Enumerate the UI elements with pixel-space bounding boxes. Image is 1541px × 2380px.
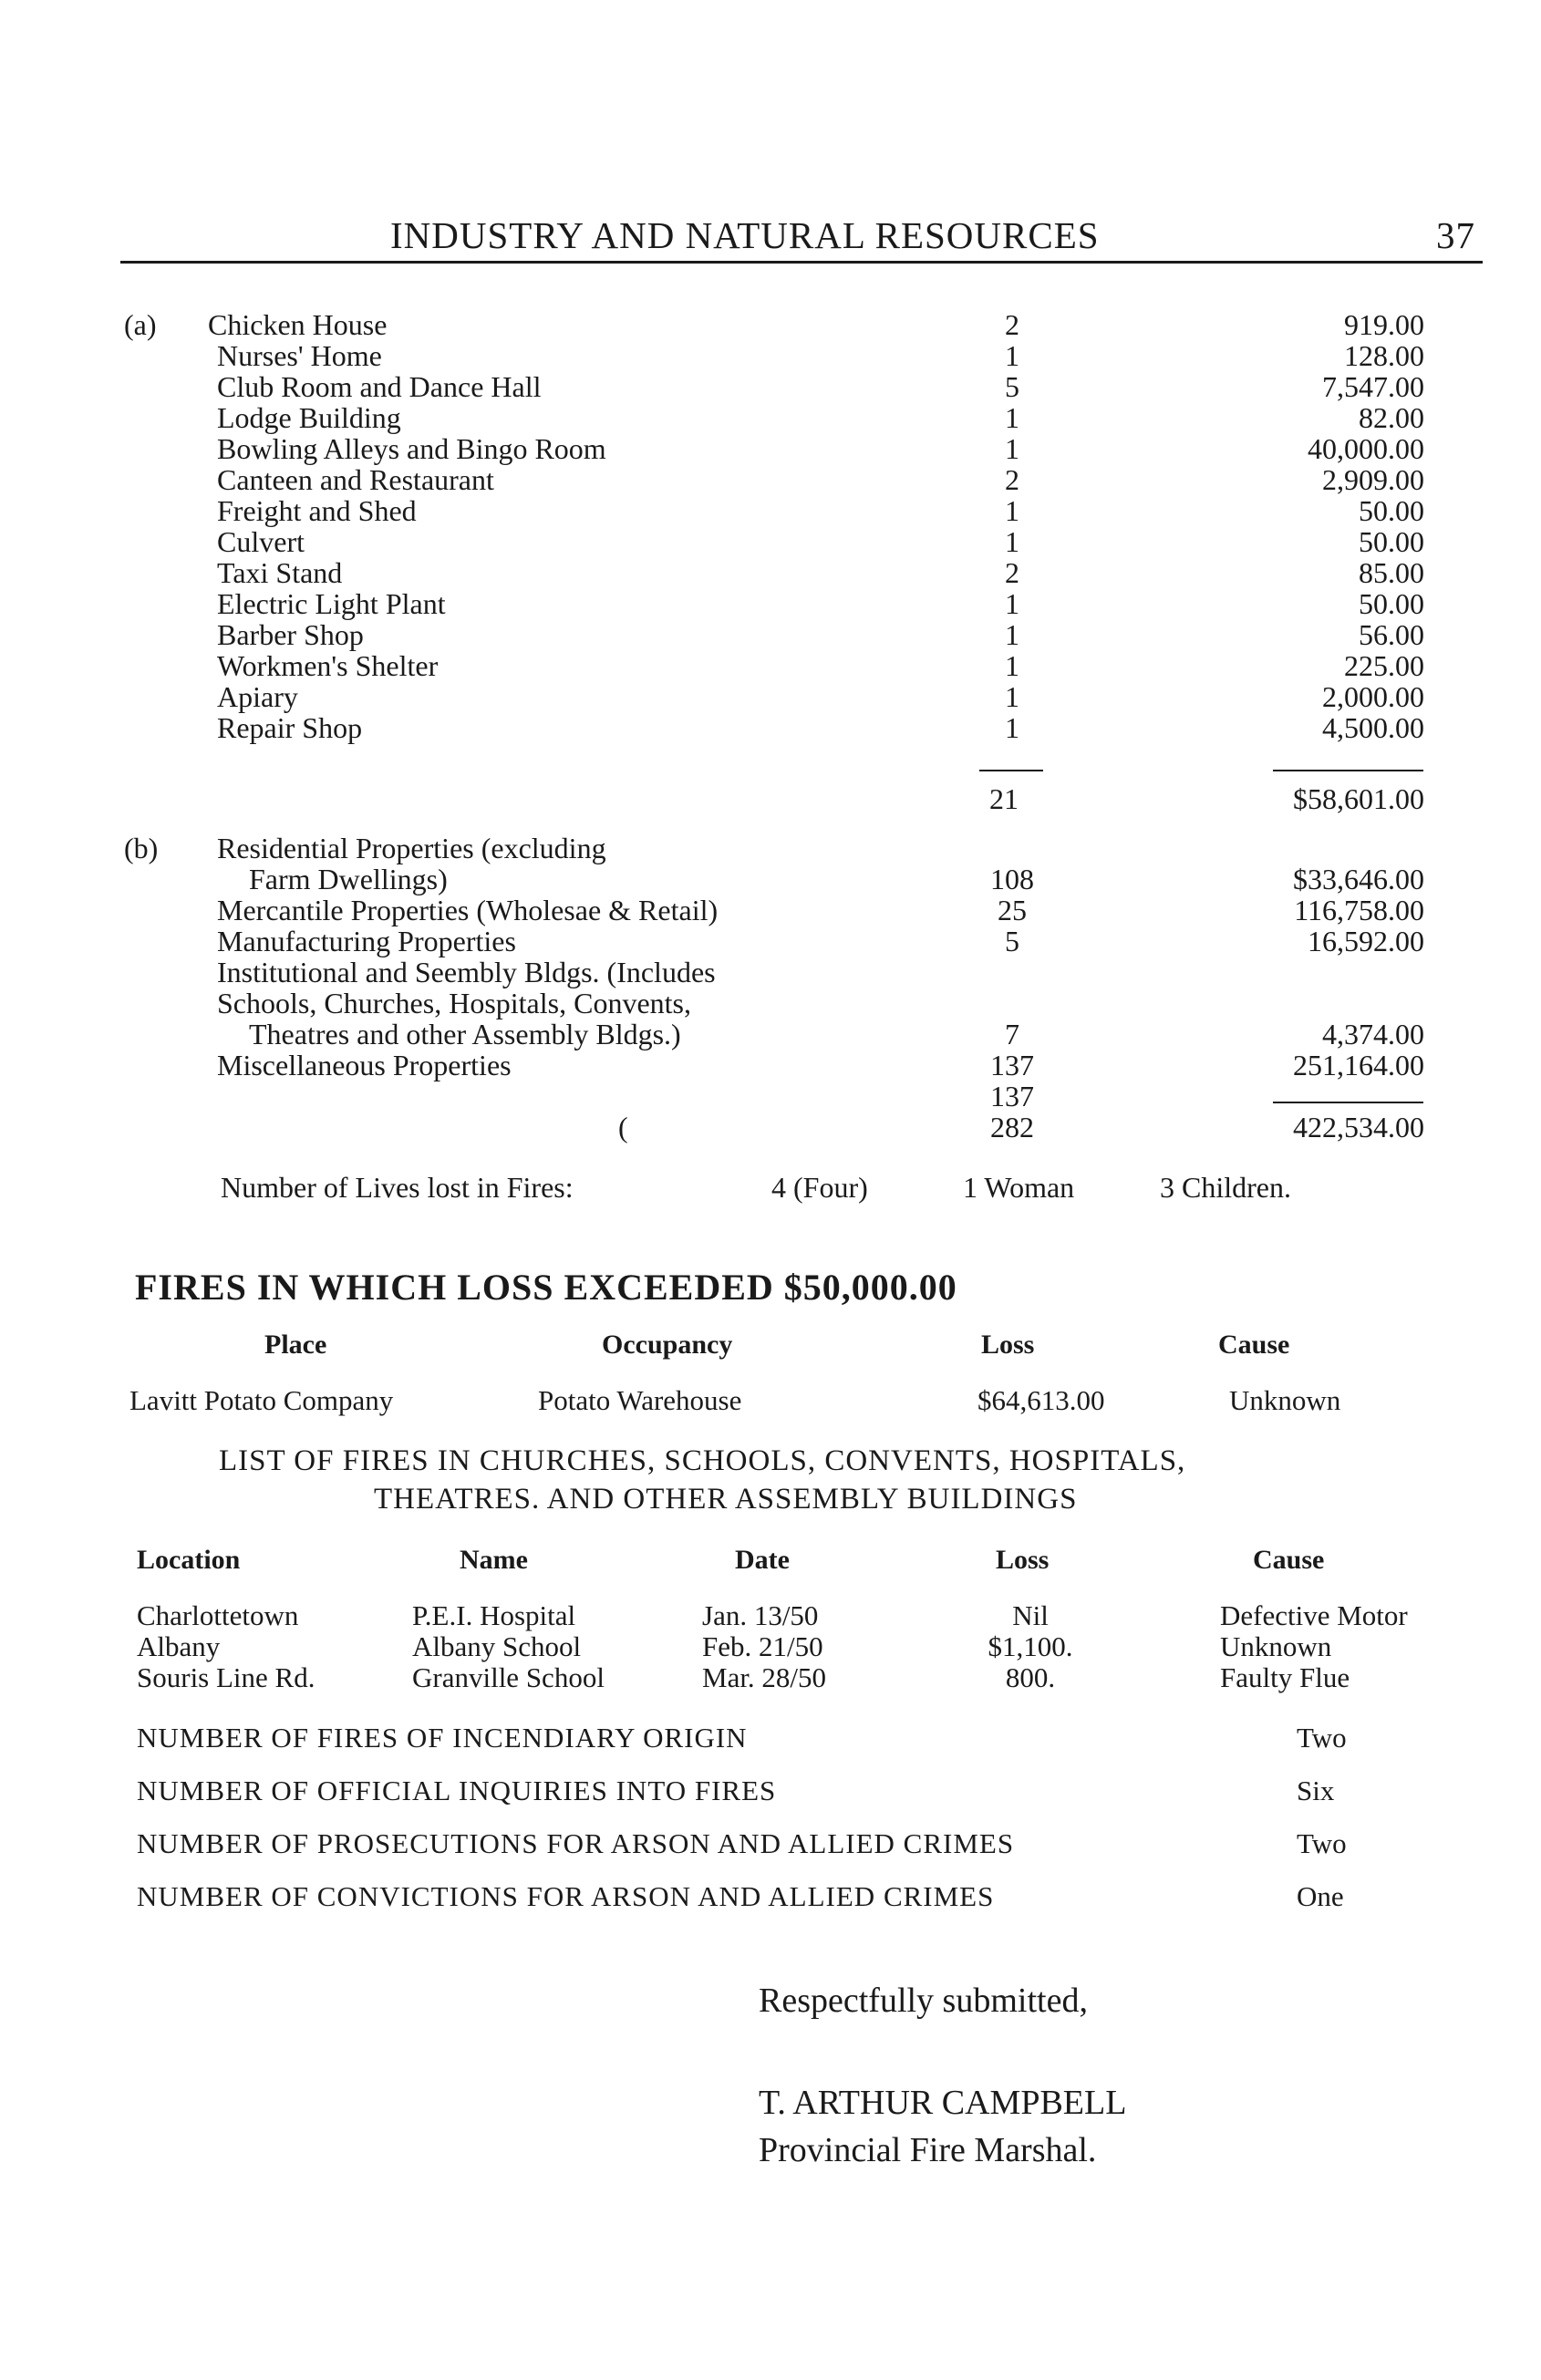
item-count: 1 [1005, 339, 1019, 372]
assembly-location: Charlottetown [137, 1599, 299, 1631]
assembly-loss: 800. [1005, 1661, 1056, 1693]
item-amount: 85.00 [1359, 556, 1424, 589]
item-count: 1 [1005, 680, 1019, 713]
item-amount: 50.00 [1359, 587, 1424, 620]
stat-label: NUMBER OF PROSECUTIONS FOR ARSON AND ALLIED CRIMES [137, 1827, 1015, 1859]
stat-value: Two [1297, 1722, 1347, 1754]
item-count: 2 [1005, 556, 1019, 589]
col-header-occupancy: Occupancy [602, 1330, 733, 1360]
grand-total-count: 282 [990, 1111, 1034, 1143]
assembly-name: P.E.I. Hospital [412, 1599, 576, 1631]
manufacturing-count: 5 [1005, 925, 1019, 957]
assembly-name: Albany School [412, 1630, 582, 1662]
item-count: 2 [1005, 308, 1019, 341]
institutional-line3: Theatres and other Assembly Bldgs.) [249, 1018, 681, 1050]
residential-amount: $33,646.00 [1293, 863, 1424, 895]
item-name: Barber Shop [217, 618, 364, 651]
residential-count: 108 [990, 863, 1034, 895]
residential-line2: Farm Dwellings) [249, 863, 448, 895]
section-a-total-amount: $58,601.00 [1293, 782, 1424, 815]
col-header-cause-assembly: Cause [1253, 1545, 1325, 1575]
item-amount: 82.00 [1359, 401, 1424, 434]
closing: Respectfully submitted, [759, 1982, 1088, 2020]
assembly-date: Mar. 28/50 [702, 1661, 827, 1693]
item-count: 1 [1005, 711, 1019, 744]
item-amount: 919.00 [1344, 308, 1424, 341]
stat-value: Six [1297, 1775, 1335, 1806]
signatory-title: Provincial Fire Marshal. [759, 2131, 1097, 2169]
stat-label: NUMBER OF FIRES OF INCENDIARY ORIGIN [137, 1722, 748, 1754]
item-amount: 50.00 [1359, 494, 1424, 527]
grand-total-amount: 422,534.00 [1293, 1111, 1424, 1143]
item-name: Culvert [217, 525, 305, 558]
institutional-amount: 4,374.00 [1322, 1018, 1424, 1050]
item-name: Repair Shop [217, 711, 363, 744]
subtotal-count: 137 [990, 1080, 1034, 1112]
stat-label: NUMBER OF CONVICTIONS FOR ARSON AND ALLIED CRIMES [137, 1880, 995, 1912]
item-amount: 4,500.00 [1322, 711, 1424, 744]
col-header-name: Name [460, 1545, 528, 1575]
col-header-place: Place [264, 1330, 327, 1360]
institutional-count: 7 [1005, 1018, 1019, 1050]
item-count: 1 [1005, 618, 1019, 651]
item-name: Taxi Stand [217, 556, 343, 589]
stat-label: NUMBER OF OFFICIAL INQUIRIES INTO FIRES [137, 1775, 777, 1806]
page-number: 37 [1436, 214, 1475, 256]
lives-lost-children: 3 Children. [1160, 1171, 1291, 1204]
assembly-name: Granville School [412, 1661, 605, 1693]
assembly-cause: Defective Motor [1220, 1599, 1408, 1631]
assembly-date: Jan. 13/50 [702, 1599, 819, 1631]
manufacturing-label: Manufacturing Properties [217, 925, 516, 957]
item-count: 1 [1005, 494, 1019, 527]
item-name: Club Room and Dance Hall [217, 370, 542, 403]
miscellaneous-amount: 251,164.00 [1293, 1049, 1424, 1081]
lives-lost-women: 1 Woman [963, 1171, 1075, 1204]
item-amount: 2,000.00 [1322, 680, 1424, 713]
item-count: 1 [1005, 587, 1019, 620]
item-name: Electric Light Plant [217, 587, 446, 620]
header-rule [120, 261, 1483, 264]
col-header-loss: Loss [981, 1330, 1035, 1360]
institutional-line2: Schools, Churches, Hospitals, Convents, [217, 987, 691, 1019]
section-b-amount-rule [1273, 1102, 1423, 1103]
big-fire-loss: $64,613.00 [977, 1384, 1105, 1416]
section-a-count-rule [979, 770, 1043, 771]
item-count: 1 [1005, 401, 1019, 434]
assembly-title-line1: LIST OF FIRES IN CHURCHES, SCHOOLS, CONVENTS, HOSPITALS, [219, 1444, 1186, 1477]
item-amount: 50.00 [1359, 525, 1424, 558]
item-count: 1 [1005, 649, 1019, 682]
item-amount: 2,909.00 [1322, 463, 1424, 496]
institutional-line1: Institutional and Seembly Bldgs. (Includes [217, 956, 716, 988]
mercantile-amount: 116,758.00 [1294, 894, 1424, 926]
item-name: Chicken House [208, 308, 388, 341]
residential-line1: Residential Properties (excluding [217, 832, 606, 864]
big-fire-place: Lavitt Potato Company [129, 1384, 394, 1416]
assembly-title-line2: THEATRES. AND OTHER ASSEMBLY BUILDINGS [374, 1483, 1078, 1516]
col-header-cause: Cause [1218, 1330, 1290, 1360]
col-header-loss-assembly: Loss [996, 1545, 1050, 1575]
item-count: 1 [1005, 525, 1019, 558]
lives-lost-label: Number of Lives lost in Fires: [221, 1171, 574, 1204]
section-a-label: (a) [124, 308, 157, 341]
assembly-date: Feb. 21/50 [702, 1630, 823, 1662]
item-amount: 128.00 [1344, 339, 1424, 372]
item-amount: 56.00 [1359, 618, 1424, 651]
item-amount: 225.00 [1344, 649, 1424, 682]
miscellaneous-label: Miscellaneous Properties [217, 1049, 512, 1081]
assembly-cause: Unknown [1220, 1630, 1332, 1662]
big-fire-occupancy: Potato Warehouse [538, 1384, 742, 1416]
item-name: Nurses' Home [217, 339, 382, 372]
assembly-loss: Nil [1012, 1599, 1049, 1631]
lives-lost-total: 4 (Four) [771, 1171, 868, 1204]
item-name: Lodge Building [217, 401, 401, 434]
big-fires-title: FIRES IN WHICH LOSS EXCEEDED $50,000.00 [135, 1267, 957, 1308]
col-header-location: Location [137, 1545, 241, 1575]
col-header-date: Date [735, 1545, 790, 1575]
stat-value: Two [1297, 1827, 1347, 1859]
section-a-total-count: 21 [989, 782, 1019, 815]
paren-mark: ( [618, 1111, 628, 1143]
item-count: 1 [1005, 432, 1019, 465]
item-count: 2 [1005, 463, 1019, 496]
stat-value: One [1297, 1880, 1344, 1912]
item-name: Bowling Alleys and Bingo Room [217, 432, 606, 465]
signatory-name: T. ARTHUR CAMPBELL [759, 2084, 1127, 2122]
page-title: INDUSTRY AND NATURAL RESOURCES [390, 214, 1100, 256]
item-amount: 40,000.00 [1308, 432, 1424, 465]
manufacturing-amount: 16,592.00 [1308, 925, 1424, 957]
section-a-amount-rule [1273, 770, 1423, 771]
item-amount: 7,547.00 [1322, 370, 1424, 403]
mercantile-count: 25 [998, 894, 1027, 926]
assembly-cause: Faulty Flue [1220, 1661, 1350, 1693]
section-b-label: (b) [124, 832, 159, 864]
miscellaneous-count: 137 [990, 1049, 1034, 1081]
big-fire-cause: Unknown [1229, 1384, 1341, 1416]
assembly-loss: $1,100. [988, 1630, 1073, 1662]
item-name: Apiary [217, 680, 298, 713]
item-name: Freight and Shed [217, 494, 417, 527]
item-name: Workmen's Shelter [217, 649, 439, 682]
assembly-location: Albany [137, 1630, 221, 1662]
mercantile-label: Mercantile Properties (Wholesae & Retail) [217, 894, 719, 926]
item-name: Canteen and Restaurant [217, 463, 494, 496]
item-count: 5 [1005, 370, 1019, 403]
assembly-location: Souris Line Rd. [137, 1661, 315, 1693]
